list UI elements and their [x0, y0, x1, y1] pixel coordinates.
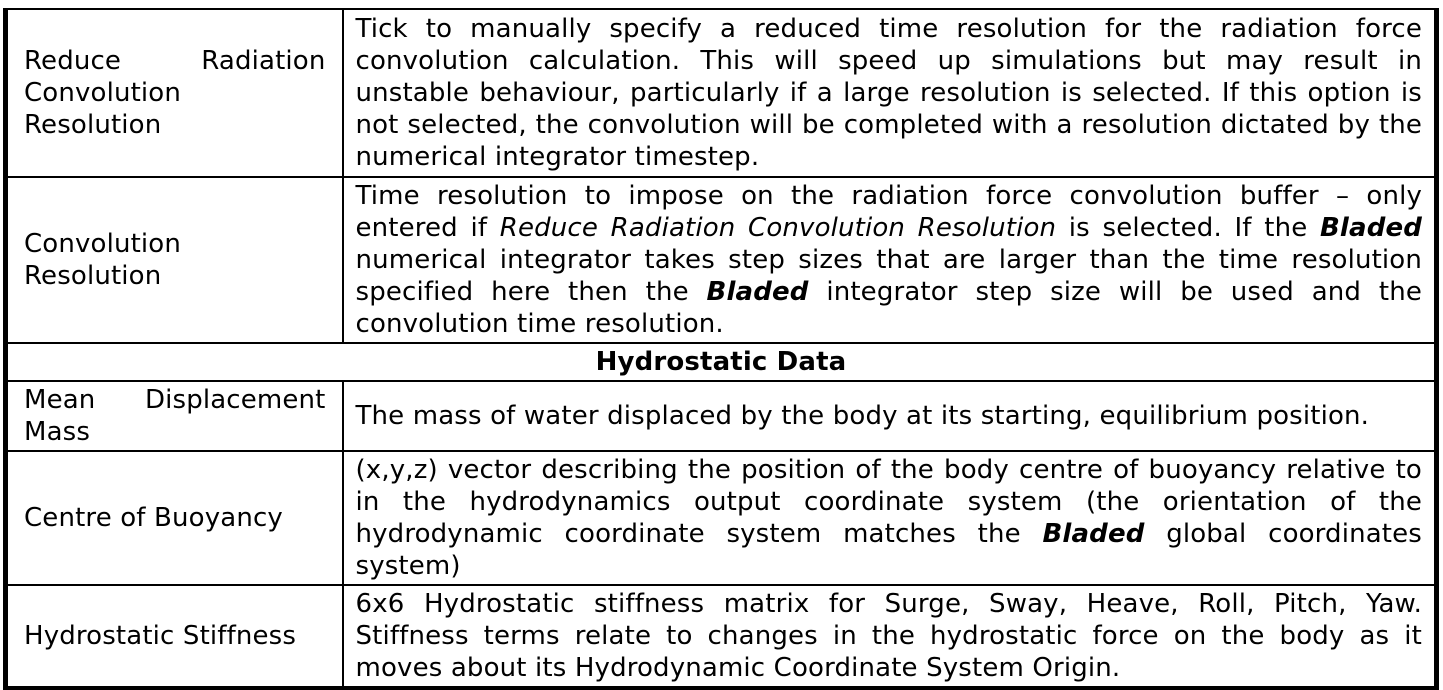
description-segment: numerical integrator takes step sizes that are larger than the time resolution specified here then the	[355, 245, 1422, 307]
parameter-cell: Hydrostatic Stiffness	[6, 585, 343, 689]
description-segment: global coordinates system)	[355, 519, 1422, 581]
description-cell	[343, 9, 1437, 177]
parameter-cell: Mean Displacement Mass	[6, 381, 343, 451]
description-cell	[343, 585, 1437, 689]
description-segment: Bladed	[706, 277, 809, 307]
description-segment: Bladed	[1042, 519, 1145, 549]
description-segment: integrator step size will be used and the convolution time resolution.	[355, 277, 1422, 339]
parameter-table	[3, 8, 1439, 690]
parameter-cell: Convolution Resolution	[6, 177, 343, 343]
description-segment: Time resolution to impose on the radiation force convolution buffer – only entered if	[355, 181, 1422, 243]
table-row	[6, 585, 1437, 689]
description-segment: Tick to manually specify a reduced time resolution for the radiation force convolution calculation. This will speed up simulations but may result in unstable behaviour, particularly if a large resolution is selected. If this option is not selected, the convolution will be completed with a resolution dictated by the numerical integrator timestep.	[355, 14, 1422, 172]
description-segment: 6x6 Hydrostatic stiffness matrix for Surge, Sway, Heave, Roll, Pitch, Yaw. Stiffness terms relate to changes in the hydrostatic force on the body as it moves about its Hydrodynamic Coordinate System Origin.	[355, 589, 1422, 683]
table-row	[6, 381, 1437, 451]
parameter-cell: Reduce Radiation Convolution Resolution	[6, 9, 343, 177]
table-row	[6, 177, 1437, 343]
description-segment: Reduce Radiation Convolution Resolution	[499, 213, 1057, 243]
table-row	[6, 9, 1437, 177]
section-header-row	[6, 343, 1437, 381]
parameter-table-body	[6, 9, 1437, 689]
table-row	[6, 451, 1437, 585]
description-cell	[343, 381, 1437, 451]
description-cell	[343, 177, 1437, 343]
description-segment: (x,y,z) vector describing the position of the body centre of buoyancy relative to in the hydrodynamics output coordinate system (the orientation of the hydrodynamic coordinate system matches the	[355, 455, 1422, 549]
description-cell	[343, 451, 1437, 585]
description-segment: The mass of water displaced by the body at its starting, equilibrium position.	[355, 401, 1370, 431]
section-title: Hydrostatic Data	[6, 343, 1437, 381]
parameter-cell: Centre of Buoyancy	[6, 451, 343, 585]
description-segment: is selected. If the	[1056, 213, 1320, 243]
description-segment: Bladed	[1319, 213, 1422, 243]
